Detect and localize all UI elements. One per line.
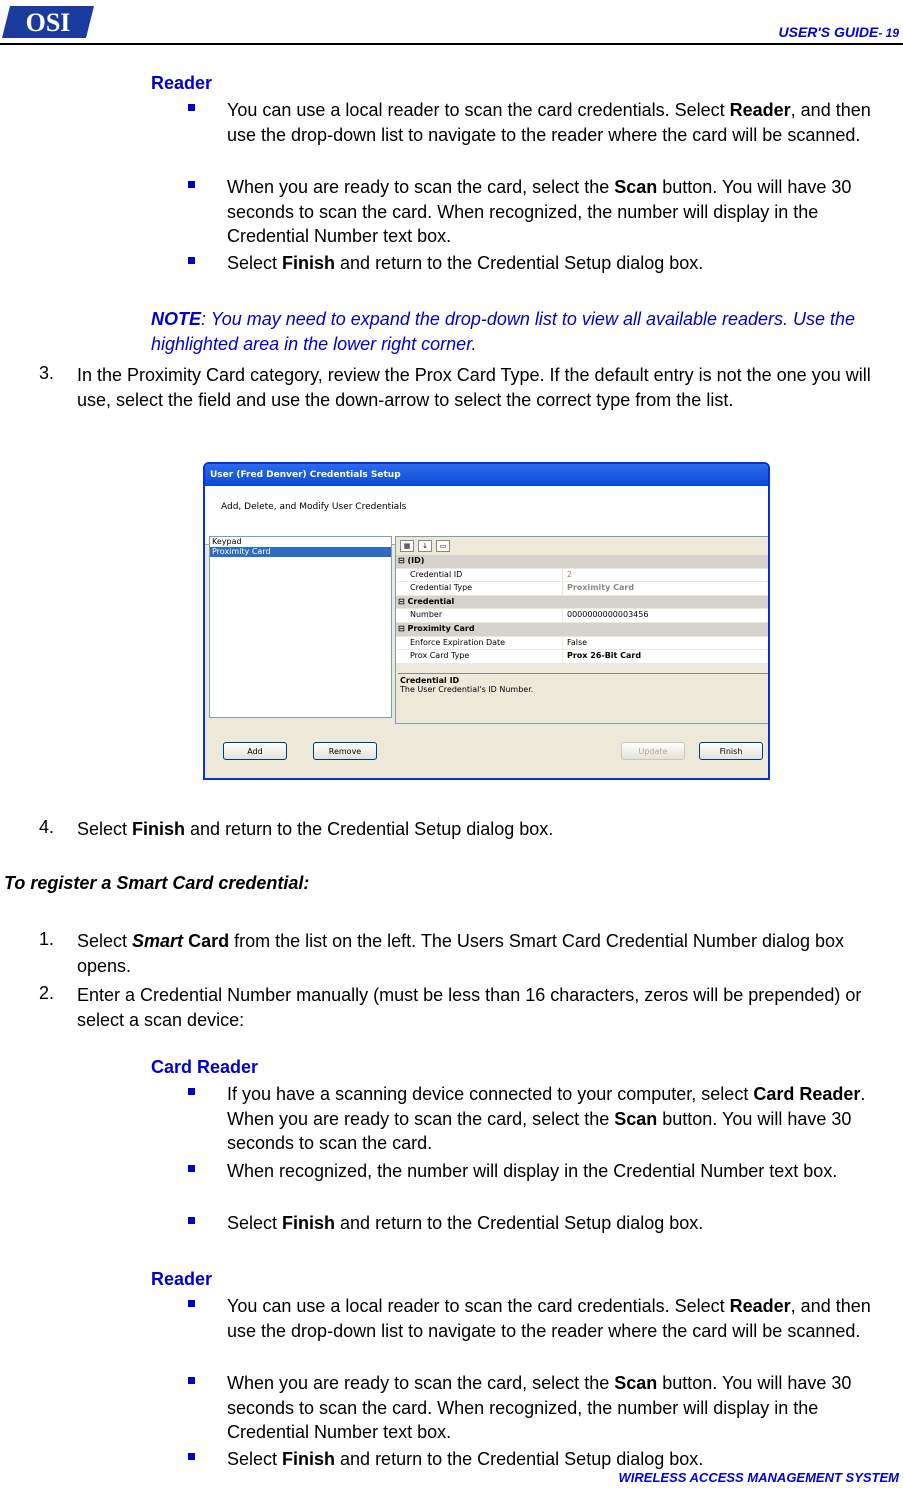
note: NOTE: You may need to expand the drop-down list to view all available readers. Use the highlighted area in the lower right corner.: [151, 309, 856, 354]
step-4-number: 4.: [39, 817, 55, 837]
osi-logo: [2, 4, 94, 40]
bullet-icon: [188, 1165, 195, 1172]
page-footer: WIRELESS ACCESS MANAGEMENT SYSTEM: [618, 1470, 899, 1485]
bullet-icon: [188, 104, 195, 111]
row-credential-id[interactable]: Credential ID 2: [396, 569, 770, 583]
smart-step-1-text: Select Smart Card from the list on the left. The Users Smart Card Credential Number dialog box opens.: [77, 931, 845, 976]
description-title: Credential ID: [400, 676, 460, 685]
bullet-icon: [188, 257, 195, 264]
categorized-icon[interactable]: ▦: [400, 540, 414, 552]
bullet-icon: [188, 1217, 195, 1224]
bullet-icon: [188, 1300, 195, 1307]
reader-heading: Reader: [151, 73, 213, 93]
logo-text: OSI: [25, 8, 71, 37]
bullet-icon: [188, 1453, 195, 1460]
description-text: The User Credential's ID Number.: [400, 685, 534, 694]
remove-button[interactable]: Remove: [313, 742, 377, 760]
bullet-icon: [188, 181, 195, 188]
row-number[interactable]: Number 0000000000003456: [396, 609, 770, 623]
grid-toolbar: [396, 537, 770, 555]
row-enforce-expiration[interactable]: Enforce Expiration Date False: [396, 637, 770, 651]
reader2-bullet-2: When you are ready to scan the card, select the Scan button. You will have 30 seconds to scan the card. When recognized, the number will display in the Credential Number text box.: [227, 1373, 852, 1442]
step-3-text: In the Proximity Card category, review the Prox Card Type. If the default entry is not the one you will use, select the field and use the down-arrow to select the correct type from the list.: [77, 365, 871, 410]
page-number: - 19: [878, 26, 899, 40]
reader-bullet-2: When you are ready to scan the card, select the Scan button. You will have 30 seconds to scan the card. When recognized, the number will display in the Credential Number text box.: [227, 177, 852, 246]
category-id[interactable]: ⊟ (ID): [396, 555, 770, 569]
credentials-setup-dialog: [203, 462, 770, 780]
dialog-subtitle: Add, Delete, and Modify User Credentials: [221, 502, 407, 512]
category-credential[interactable]: ⊟ Credential: [396, 596, 770, 610]
list-item-keypad[interactable]: Keypad: [212, 537, 242, 546]
bullet-icon: [188, 1088, 195, 1095]
step-4-text: Select Finish and return to the Credential Setup dialog box.: [77, 819, 554, 839]
smart-step-1-number: 1.: [39, 929, 55, 949]
property-description: [398, 673, 770, 724]
alphabetical-icon[interactable]: ↓: [418, 540, 432, 552]
dialog-title: User (Fred Denver) Credentials Setup: [205, 464, 768, 486]
reader2-bullet-3: Select Finish and return to the Credential Setup dialog box.: [227, 1449, 704, 1469]
step-3-number: 3.: [39, 363, 55, 383]
property-pages-icon[interactable]: ▭: [436, 540, 450, 552]
card-reader-bullet-3: Select Finish and return to the Credential Setup dialog box.: [227, 1213, 704, 1233]
reader-bullet-1: You can use a local reader to scan the card credentials. Select Reader, and then use the drop-down list to navigate to the reader where the card will be scanned.: [227, 100, 871, 145]
row-prox-card-type[interactable]: Prox Card Type Prox 26-Bit Card: [396, 650, 770, 664]
category-proximity-card[interactable]: ⊟ Proximity Card: [396, 623, 770, 637]
reader-bullet-3: Select Finish and return to the Credential Setup dialog box.: [227, 253, 704, 273]
list-item-proximity-card[interactable]: Proximity Card: [210, 547, 391, 557]
smart-step-2-text: Enter a Credential Number manually (must be less than 16 characters, zeros will be prepended) or select a scan device:: [77, 985, 862, 1030]
guide-label: USER'S GUIDE: [778, 24, 879, 40]
header-rule: [0, 43, 903, 45]
reader2-bullet-1: You can use a local reader to scan the card credentials. Select Reader, and then use the drop-down list to navigate to the reader where the card will be scanned.: [227, 1296, 871, 1341]
reader-heading-2: Reader: [151, 1269, 213, 1289]
add-button[interactable]: Add: [223, 742, 287, 760]
property-grid: [395, 536, 770, 724]
page-header: [779, 24, 899, 40]
smart-card-heading: To register a Smart Card credential:: [4, 873, 310, 893]
row-credential-type[interactable]: Credential Type Proximity Card: [396, 582, 770, 596]
card-reader-heading: Card Reader: [151, 1057, 259, 1077]
smart-step-2-number: 2.: [39, 983, 55, 1003]
bullet-icon: [188, 1377, 195, 1384]
update-button[interactable]: Update: [621, 742, 685, 760]
credential-type-list[interactable]: [209, 536, 392, 718]
card-reader-bullet-1: If you have a scanning device connected to your computer, select Card Reader. When you are ready to scan the card, select the Scan button. You will have 30 seconds to scan the card.: [227, 1084, 866, 1153]
finish-button[interactable]: Finish: [699, 742, 763, 760]
card-reader-bullet-2: When recognized, the number will display in the Credential Number text box.: [227, 1161, 838, 1181]
